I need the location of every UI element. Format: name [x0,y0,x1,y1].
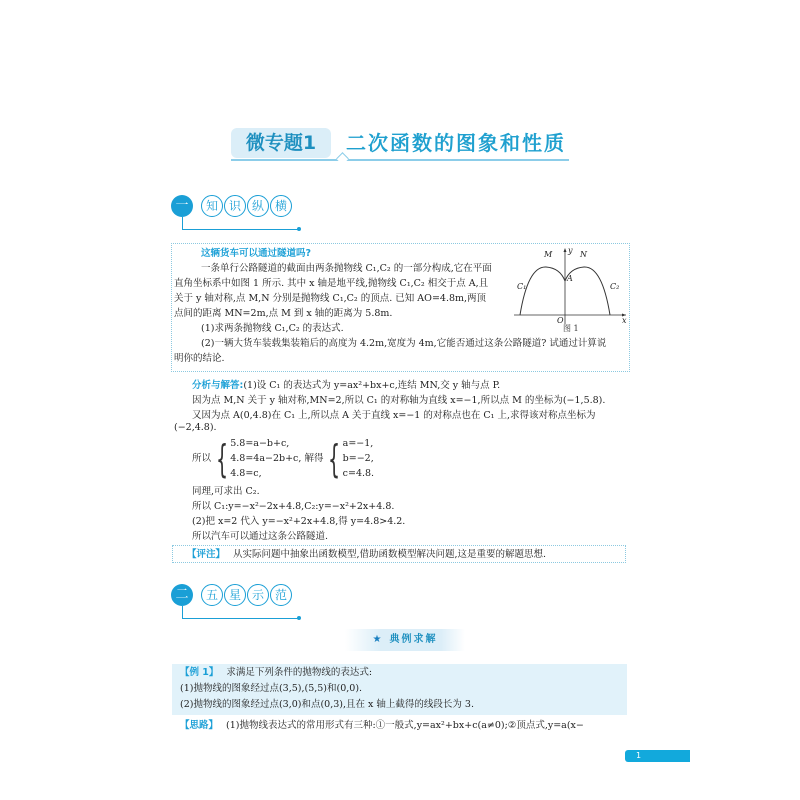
left-brace-icon: { [216,436,229,481]
solution-line: 因为点 M,N 关于 y 轴对称,MN=2,所以 C₁ 的对称轴为直线 x=−1,所以点 M 的坐标为(−1,5.8). [192,395,606,406]
example-prompt: 求满足下列条件的抛物线的表达式: [226,667,373,678]
example-item-1: (1)抛物线的图象经过点(3,5),(5,5)和(0,0). [180,683,363,694]
equation-systems [192,436,374,481]
label-N: N [580,250,587,259]
solve-label: 解得 [304,453,324,464]
example-tag: 【例 1】 [180,667,219,678]
section-title-char: 识 [224,195,246,217]
hint-tag: 【思路】 [180,720,219,731]
page-number: 1 [625,750,690,762]
solution-line: (−2,4.8). [174,422,217,433]
section-title-char: 知 [201,195,223,217]
section-number-icon: 二 [171,584,193,606]
example-subheading [345,629,465,651]
example-subheading-label: 典例求解 [389,634,438,645]
star-icon: ★ [372,634,384,645]
example-box [172,664,627,715]
section-title-char: 示 [247,584,269,606]
problem-line: 点间的距离 MN=2m,点 M 到 x 轴的距离为 5.8m. [174,308,393,319]
solution-heading: 分析与解答: [192,380,244,391]
figure-caption: 图 1 [563,324,579,333]
section-number-icon: 一 [171,195,193,217]
equation: 4.8=c, [230,468,262,479]
section-underline [182,229,298,230]
section-connector-line [182,606,183,618]
so-label: 所以 [192,453,212,464]
solution-line: 又因为点 A(0,4.8)在 C₁ 上,所以点 A 关于直线 x=−1 的对称点也在 C₁ 上,求得该对称点坐标为 [192,410,596,421]
label-A: A [567,274,573,283]
label-y: y [568,246,573,255]
solution-line: 同理,可求出 C₂. [192,486,260,497]
section-underline-dot [297,227,301,231]
hint-line [180,717,584,731]
solution-line: (2)把 x=2 代入 y=−x²+2x+4.8,得 y=4.8>4.2. [192,516,406,527]
hint-text: (1)抛物线表达式的常用形式有三种:①一般式,y=ax²+bx+c(a≠0);②顶点式,y=a(x− [226,720,584,731]
equation: b=−2, [342,453,374,464]
comment-box [172,545,626,563]
solution-line: 所以汽车可以通过这条公路隧道. [192,531,329,542]
question-1: (1)求两条抛物线 C₁,C₂ 的表达式. [201,323,344,334]
question-2-cont: 明你的结论. [174,353,225,364]
comment-tag: 【评注】 [187,549,226,560]
question-2: (2)一辆大货车装载集装箱后的高度为 4.2m,宽度为 4m,它能否通过这条公路隧道? 试通过计算说 [201,338,607,349]
equation-system-2 [326,436,374,481]
section-title-char: 纵 [247,195,269,217]
equation: c=4.8. [342,468,375,479]
problem-line: 关于 y 轴对称,点 M,N 分别是抛物线 C₁,C₂ 的顶点. 已知 AO=4.8m,两顶 [174,293,487,304]
problem-line: 一条单行公路隧道的截面由两条抛物线 C₁,C₂ 的一部分构成,它在平面 [201,263,492,274]
problem-line: 直角坐标系中如图 1 所示. 其中 x 轴是地平线,抛物线 C₁,C₂ 相交于点 A,且 [174,278,489,289]
section-connector-line [182,217,183,229]
equation: a=−1, [342,438,374,449]
equation: 5.8=a−b+c, [230,438,290,449]
equation: 4.8=4a−2b+c, [230,453,302,464]
label-O: O [557,316,564,325]
label-C2: C₂ [610,282,620,291]
label-x: x [622,316,627,325]
section-title-char: 范 [270,584,292,606]
problem-heading: 这辆货车可以通过隧道吗? [201,248,312,259]
section-title-char: 横 [270,195,292,217]
left-brace-icon: { [328,436,341,481]
section-title-char: 五 [201,584,223,606]
topic-badge: 微专题1 [231,128,331,158]
title-underline [231,159,569,161]
section-underline [182,618,298,619]
comment-text: 从实际问题中抽象出函数模型,借助函数模型解决问题,这是重要的解题思想. [233,549,547,560]
section-underline-dot [297,616,301,620]
equation-system-1 [214,436,301,481]
section-title [201,584,292,606]
solution-line [192,377,500,391]
label-M: M [544,250,553,259]
page-title: 二次函数的图象和性质 [346,131,566,155]
solution-line: 所以 C₁:y=−x²−2x+4.8,C₂:y=−x²+2x+4.8. [192,501,395,512]
section-title-char: 星 [224,584,246,606]
label-C1: C₁ [517,282,527,291]
example-item-2: (2)抛物线的图象经过点(3,0)和点(0,3),且在 x 轴上截得的线段长为 3. [180,699,474,710]
solution-text: (1)设 C₁ 的表达式为 y=ax²+bx+c,连结 MN,交 y 轴与点 P. [243,380,501,391]
example-prompt-line [172,664,627,681]
section-title [201,195,292,217]
